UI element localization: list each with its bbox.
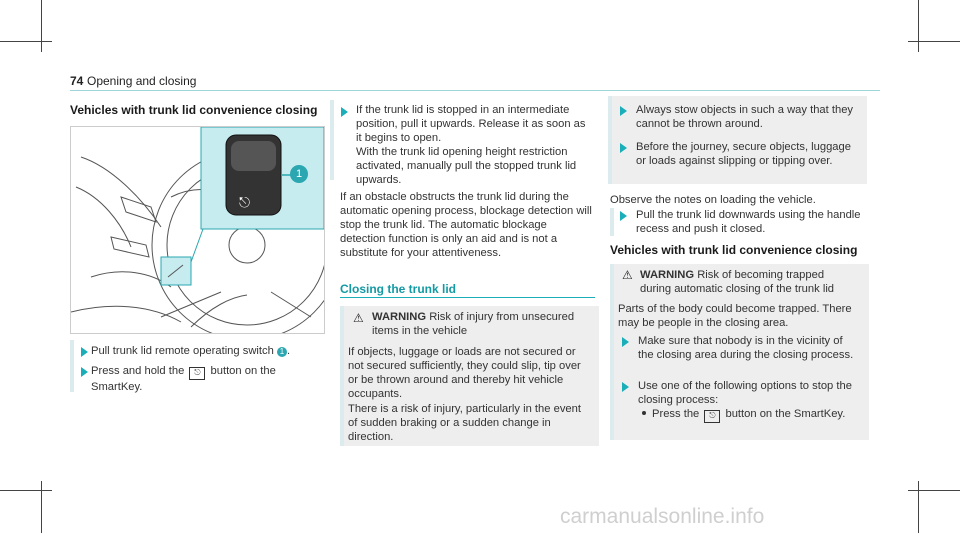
warning-label-2: WARNING — [640, 269, 695, 281]
arrow-step-icon — [620, 106, 627, 116]
svg-text:⎋: ⎋ — [239, 195, 251, 211]
steering-wheel-illustration — [71, 127, 324, 333]
warning-paragraph-1: If objects, luggage or loads are not secured or not secured sufficiently, they could slip, tip over or be thrown around and thereby hit vehicle occupants. — [348, 346, 581, 400]
warning-label: WARNING — [372, 311, 427, 323]
step-pull-switch: Pull trunk lid remote operating switch 1 . — [91, 345, 291, 357]
sub-text-a: Press the — [652, 408, 700, 420]
sub-text-b: button on the SmartKey. — [725, 408, 846, 420]
warning-title-2: Risk of becoming trapped during automatic closing of the trunk lid — [640, 269, 835, 295]
warning-paragraph-3: Parts of the body could become trapped. There may be people in the closing area. — [618, 303, 852, 329]
crop-mark — [908, 41, 960, 42]
warning-paragraph-2: There is a risk of injury, particularly in the event of sudden braking or a sudden change in direction. — [348, 403, 581, 443]
left-heading: Vehicles with trunk lid convenience closing — [70, 103, 318, 117]
step1-badge: 1 — [277, 347, 287, 357]
crop-mark — [918, 0, 919, 52]
arrow-step-icon — [620, 143, 627, 153]
crop-mark — [0, 490, 52, 491]
page-number: 74 — [70, 74, 84, 88]
warning-title: Risk of injury from unsecured items in the vehicle — [372, 311, 575, 337]
figure-callout-badge: 1 — [290, 165, 308, 183]
observe-notes: Observe the notes on loading the vehicle. — [610, 194, 816, 206]
step-bar — [610, 208, 614, 236]
arrow-step-icon — [341, 107, 348, 117]
step-bar — [330, 100, 334, 180]
crop-mark — [41, 481, 42, 533]
warning-triangle-icon: ⚠ — [622, 268, 633, 282]
crop-mark — [908, 490, 960, 491]
watermark: carmanualsonline.info — [560, 505, 765, 528]
bullet-dot — [642, 411, 646, 415]
crop-mark — [918, 481, 919, 533]
step-intermediate — [356, 103, 594, 187]
header-rule — [70, 90, 880, 91]
warning-bullet-stop: Use one of the following options to stop the closing process: — [638, 380, 852, 406]
step2-text-b: button on the SmartKey. — [91, 365, 276, 393]
section-title: Opening and closing — [87, 74, 197, 88]
warning-triangle-icon: ⚠ — [353, 311, 364, 325]
warning-sub-bullet — [642, 407, 852, 423]
step-pull-down: Pull the trunk lid downwards using the handle recess and push it closed. — [636, 209, 861, 235]
bullet-secure-objects: Before the journey, secure objects, luggage or loads against slipping or tipping over. — [636, 141, 851, 167]
step-bar — [70, 340, 74, 392]
arrow-step-icon — [622, 337, 629, 347]
arrow-step-icon — [620, 211, 627, 221]
step2-text-a: Press and hold the — [91, 365, 185, 377]
warning-header-2 — [640, 268, 858, 296]
step-press-hold — [91, 364, 281, 394]
warning-bullet-nobody: Make sure that nobody is in the vicinity of the closing area during the closing process. — [638, 335, 854, 361]
warning-header — [372, 310, 590, 338]
trunk-button-icon: ⎋ — [704, 410, 720, 423]
closing-heading: Closing the trunk lid — [340, 282, 456, 296]
bullet-stow-objects: Always stow objects in such a way that they cannot be thrown around. — [636, 104, 854, 130]
right-heading: Vehicles with trunk lid convenience closing — [610, 243, 858, 257]
arrow-step-icon — [622, 382, 629, 392]
crop-mark — [0, 41, 52, 42]
arrow-step-icon — [81, 347, 88, 357]
blockage-paragraph: If an obstacle obstructs the trunk lid during the automatic opening process, blockage detection will stop the trunk lid. The automatic blockage detection function is only an aid and is not a substitute for your attentiveness. — [340, 191, 592, 259]
step1-text: Pull trunk lid remote operating switch — [91, 345, 274, 357]
trunk-button-icon: ⎋ — [189, 367, 205, 380]
closing-heading-rule — [340, 297, 595, 298]
step-restriction-text: With the trunk lid opening height restriction activated, manually pull the stopped trunk lid upwards. — [356, 146, 577, 186]
arrow-step-icon — [81, 367, 88, 377]
dashboard-figure — [70, 126, 325, 334]
step-intermediate-text: If the trunk lid is stopped in an intermediate position, pull it upwards. Release it as soon as it begins to open. — [356, 104, 586, 144]
crop-mark — [41, 0, 42, 52]
